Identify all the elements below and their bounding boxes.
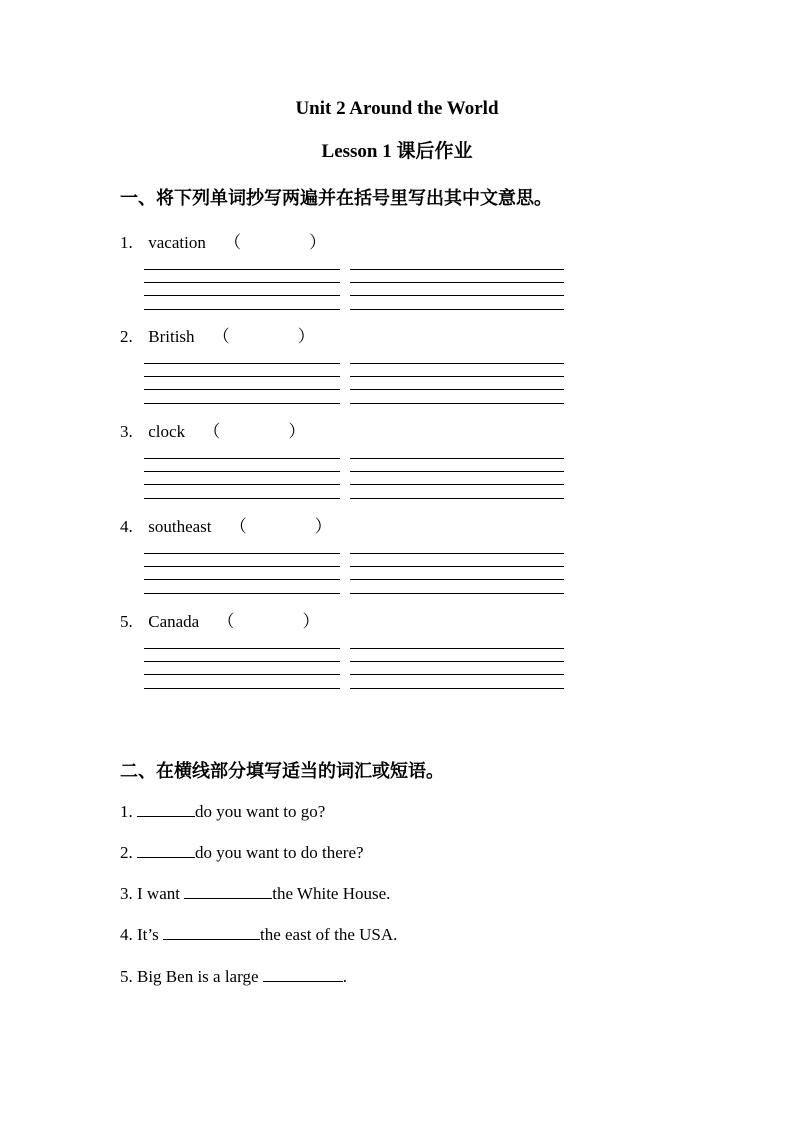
writing-line bbox=[350, 484, 564, 485]
writing-line bbox=[144, 309, 340, 310]
copy-item-vacation bbox=[120, 228, 580, 323]
writing-line bbox=[144, 282, 340, 283]
item-word: Canada bbox=[148, 612, 200, 631]
copy-lines bbox=[144, 638, 564, 683]
writing-line bbox=[144, 688, 340, 689]
answer-blank[interactable] bbox=[184, 882, 272, 899]
writing-line bbox=[144, 674, 340, 675]
writing-line bbox=[350, 282, 564, 283]
copy-item-southeast bbox=[120, 512, 580, 607]
copy-lines-left[interactable] bbox=[144, 638, 340, 683]
item-word: clock bbox=[148, 422, 186, 441]
writing-line bbox=[144, 579, 340, 580]
copy-lines-right[interactable] bbox=[350, 259, 564, 304]
fill-sentence-1 bbox=[120, 800, 325, 822]
copy-lines-left[interactable] bbox=[144, 353, 340, 398]
item-number: 4. bbox=[120, 517, 133, 536]
meaning-parentheses[interactable]: （ ） bbox=[224, 233, 327, 252]
fill-sentence-3 bbox=[120, 882, 390, 904]
writing-line bbox=[144, 389, 340, 390]
item-word: British bbox=[148, 327, 195, 346]
sentence-tail: do you want to go? bbox=[195, 802, 326, 821]
copy-lines-left[interactable] bbox=[144, 543, 340, 588]
copy-lines bbox=[144, 448, 564, 493]
meaning-parentheses[interactable]: （ ） bbox=[203, 422, 306, 441]
copy-item-clock bbox=[120, 417, 580, 512]
sentence-lead: 2. bbox=[120, 843, 137, 862]
writing-line bbox=[350, 471, 564, 472]
copy-item-british bbox=[120, 322, 580, 417]
answer-blank[interactable] bbox=[137, 800, 195, 817]
writing-line bbox=[144, 269, 340, 270]
writing-line bbox=[144, 471, 340, 472]
answer-blank[interactable] bbox=[263, 965, 343, 982]
sentence-lead: 4. It’s bbox=[120, 925, 163, 944]
meaning-parentheses[interactable]: （ ） bbox=[217, 612, 320, 631]
writing-line bbox=[350, 363, 564, 364]
writing-line bbox=[350, 498, 564, 499]
copy-lines bbox=[144, 259, 564, 304]
item-word: vacation bbox=[148, 233, 206, 252]
copy-lines-left[interactable] bbox=[144, 448, 340, 493]
sentence-tail: the White House. bbox=[272, 884, 391, 903]
writing-line bbox=[350, 566, 564, 567]
fill-sentence-5 bbox=[120, 965, 347, 987]
meaning-parentheses[interactable]: （ ） bbox=[212, 327, 315, 346]
meaning-parentheses[interactable]: （ ） bbox=[229, 517, 332, 536]
writing-line bbox=[144, 593, 340, 594]
copy-lines-right[interactable] bbox=[350, 543, 564, 588]
worksheet-title: Unit 2 Around the World bbox=[295, 98, 499, 119]
writing-line bbox=[144, 661, 340, 662]
copy-lines-right[interactable] bbox=[350, 448, 564, 493]
writing-line bbox=[144, 484, 340, 485]
writing-line bbox=[350, 553, 564, 554]
sentence-lead: 1. bbox=[120, 802, 137, 821]
writing-line bbox=[350, 579, 564, 580]
writing-line bbox=[350, 309, 564, 310]
sentence-tail: . bbox=[342, 967, 347, 986]
answer-blank[interactable] bbox=[163, 923, 260, 940]
writing-line bbox=[350, 674, 564, 675]
copy-lines bbox=[144, 353, 564, 398]
writing-line bbox=[144, 648, 340, 649]
item-number: 5. bbox=[120, 612, 133, 631]
copy-item-canada bbox=[120, 607, 580, 702]
worksheet-subtitle: Lesson 1 课后作业 bbox=[321, 141, 473, 162]
item-number: 1. bbox=[120, 233, 133, 252]
writing-line bbox=[350, 389, 564, 390]
writing-line bbox=[144, 498, 340, 499]
copy-lines bbox=[144, 543, 564, 588]
fill-sentence-2 bbox=[120, 841, 364, 863]
answer-blank[interactable] bbox=[137, 841, 195, 858]
sentence-lead: 3. I want bbox=[120, 884, 185, 903]
copy-lines-right[interactable] bbox=[350, 353, 564, 398]
copy-lines-right[interactable] bbox=[350, 638, 564, 683]
fill-sentence-4 bbox=[120, 923, 397, 945]
writing-line bbox=[144, 553, 340, 554]
writing-line bbox=[144, 403, 340, 404]
writing-line bbox=[350, 403, 564, 404]
writing-line bbox=[350, 593, 564, 594]
item-number: 3. bbox=[120, 422, 133, 441]
writing-line bbox=[144, 376, 340, 377]
section-two-heading: 二、在横线部分填写适当的词汇或短语。 bbox=[120, 761, 444, 781]
writing-line bbox=[144, 295, 340, 296]
item-number: 2. bbox=[120, 327, 133, 346]
writing-line bbox=[350, 661, 564, 662]
writing-line bbox=[350, 458, 564, 459]
writing-line bbox=[350, 648, 564, 649]
writing-line bbox=[350, 269, 564, 270]
writing-line bbox=[350, 688, 564, 689]
copy-lines-left[interactable] bbox=[144, 259, 340, 304]
sentence-tail: the east of the USA. bbox=[259, 925, 398, 944]
item-word: southeast bbox=[148, 517, 212, 536]
writing-line bbox=[350, 376, 564, 377]
section-one-heading: 一、将下列单词抄写两遍并在括号里写出其中文意思。 bbox=[120, 188, 552, 208]
writing-line bbox=[350, 295, 564, 296]
writing-line bbox=[144, 363, 340, 364]
writing-line bbox=[144, 566, 340, 567]
sentence-tail: do you want to do there? bbox=[195, 843, 364, 862]
writing-line bbox=[144, 458, 340, 459]
sentence-lead: 5. Big Ben is a large bbox=[120, 967, 263, 986]
